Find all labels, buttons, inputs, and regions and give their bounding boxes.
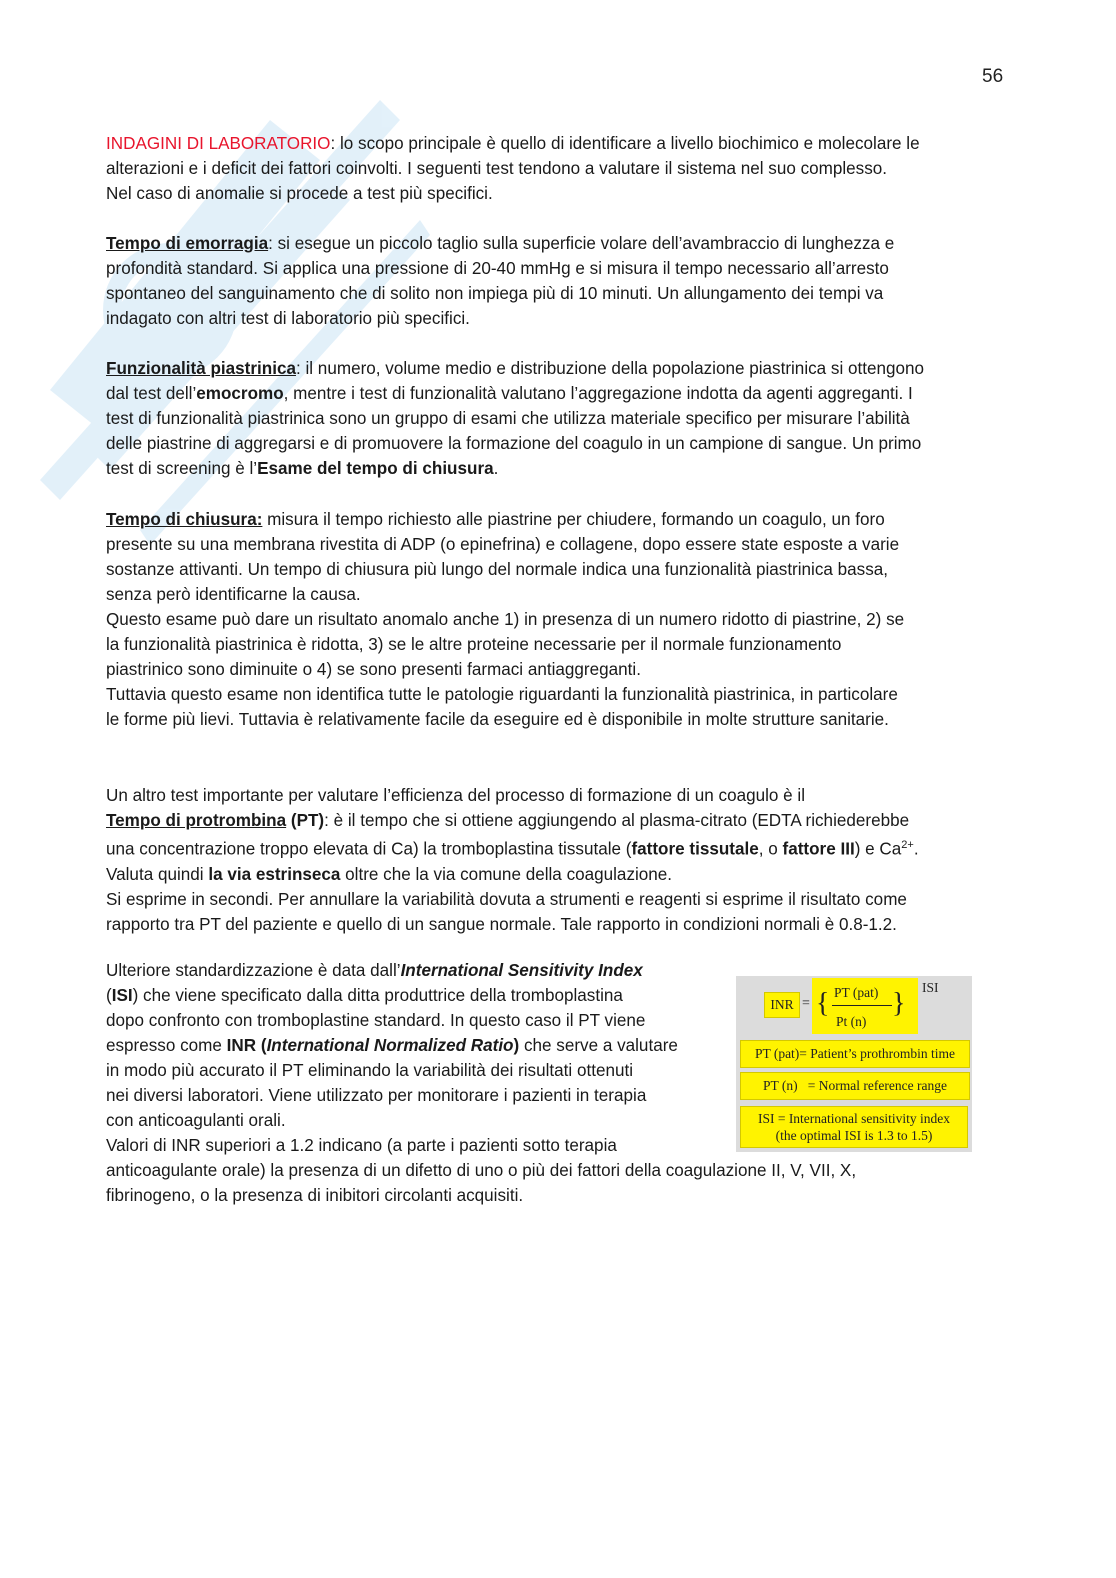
- protrombina-paragraph: [106, 783, 1006, 937]
- text-line: Valori di INR superiori a 1.2 indicano (a parte i pazienti sotto terapia: [106, 1136, 617, 1155]
- text-span: che serve a valutare: [519, 1036, 678, 1055]
- fraction-denominator: Pt (n): [836, 1014, 867, 1029]
- page-number: 56: [982, 66, 1004, 87]
- text-line: indagato con altri test di laboratorio più specifici.: [106, 309, 470, 328]
- bold-term: fattore tissutale: [631, 839, 759, 859]
- funzionalita-paragraph: [106, 356, 1006, 481]
- text-line: Tuttavia questo esame non identifica tutte le patologie riguardanti la funzionalità piastrinica, in particolare: [106, 685, 898, 704]
- fraction-bar: [832, 1005, 892, 1006]
- text-line: : si esegue un piccolo taglio sulla superficie volare dell’avambraccio di lunghezza e: [268, 234, 895, 253]
- right-brace: }: [892, 988, 906, 1019]
- fraction-box: [812, 978, 918, 1034]
- text-line: : il numero, volume medio e distribuzione della popolazione piastrinica si ottengono: [295, 359, 925, 378]
- text-span: : è il tempo che si ottiene aggiungendo al plasma-citrato (EDTA richiederebbe: [324, 811, 910, 830]
- text-line: con anticoagulanti orali.: [106, 1111, 286, 1130]
- text-span: Ulteriore standardizzazione è data dall’: [106, 961, 401, 980]
- emorragia-paragraph: [106, 231, 1006, 331]
- text-line: dopo confronto con tromboplastine standard. In questo caso il PT viene: [106, 1011, 646, 1030]
- text-line: rapporto tra PT del paziente e quello di un sangue normale. Tale rapporto in condizioni normali è 0.8-1.2.: [106, 914, 897, 934]
- text-line: sostanze attivanti. Un tempo di chiusura più lungo del normale indica una funzionalità piastrinica bassa,: [106, 560, 889, 579]
- text-span: .: [493, 459, 499, 478]
- section-heading: INDAGINI DI LABORATORIO: [106, 134, 331, 153]
- superscript: 2+: [901, 839, 914, 851]
- legend-isi-line: ISI = International sensitivity index: [757, 1111, 951, 1126]
- bold-term: ISI: [111, 986, 133, 1005]
- text-span: , mentre i test di funzionalità valutano l’aggregazione indotta da agenti aggreganti. I: [283, 384, 913, 403]
- text-span: .: [913, 839, 919, 859]
- isi-exponent: ISI: [922, 980, 939, 995]
- subheading: Tempo di emorragia: [106, 234, 269, 253]
- text-line: fibrinogeno, o la presenza di inibitori circolanti acquisiti.: [106, 1186, 524, 1205]
- text-line: alterazioni e i deficit dei fattori coinvolti. I seguenti test tendono a valutare il sistema nel suo complesso.: [106, 159, 888, 178]
- legend-normal-pt: PT (n) = Normal reference range: [740, 1072, 970, 1100]
- legend-patient-pt: PT (pat)= Patient’s prothrombin time: [740, 1040, 970, 1068]
- text-line: delle piastrine di aggregarsi e di promuovere la formazione del coagulo in un campione di sangue. Un primo: [106, 434, 922, 453]
- subheading-suffix: (PT): [286, 811, 325, 830]
- text-span: Valuta quindi: [106, 864, 209, 884]
- text-line: la funzionalità piastrinica è ridotta, 3) se le altre proteine necessarie per il normale funzionamento: [106, 635, 842, 654]
- text-line: Un altro test importante per valutare l’efficienza del processo di formazione di un coagulo è il: [106, 786, 806, 805]
- text-line: test di funzionalità piastrinica sono un gruppo di esami che utilizza materiale specifico per misurare l’abilità: [106, 409, 910, 428]
- bold-term: ): [513, 1036, 520, 1055]
- legend-isi-line: (the optimal ISI is 1.3 to 1.5): [775, 1128, 933, 1143]
- bold-term: la via estrinseca: [208, 864, 341, 884]
- inr-label-box: INR: [764, 992, 800, 1018]
- text-line: anticoagulante orale) la presenza di un difetto di uno o più dei fattori della coagulazione II, V, VII, X,: [106, 1161, 857, 1180]
- text-line: nei diversi laboratori. Viene utilizzato per monitorare i pazienti in terapia: [106, 1086, 647, 1105]
- bold-italic-term: International Sensitivity Index: [400, 961, 643, 980]
- text-span: ) e Ca: [854, 839, 902, 859]
- text-span: , o: [758, 839, 783, 859]
- text-line: piastrinico sono diminuite o 4) se sono presenti farmaci antiaggreganti.: [106, 660, 641, 679]
- text-line: profondità standard. Si applica una pressione di 20-40 mmHg e si misura il tempo necessario all’arresto: [106, 259, 889, 278]
- text-line: le forme più lievi. Tuttavia è relativamente facile da eseguire ed è disponibile in molte strutture sanitarie.: [106, 710, 889, 729]
- text-line: presente su una membrana rivestita di ADP (o epinefrina) e collagene, dopo essere state esposte a varie: [106, 535, 900, 554]
- text-span: ) che viene specificato dalla ditta produttrice della tromboplastina: [132, 986, 623, 1005]
- bold-term: INR (: [226, 1036, 267, 1055]
- subheading: Tempo di protrombina: [106, 811, 287, 830]
- inr-formula-figure: [736, 976, 972, 1152]
- bold-term: Esame del tempo di chiusura: [257, 459, 494, 478]
- legend-isi: [740, 1106, 968, 1148]
- text-span: espresso come: [106, 1036, 227, 1055]
- bold-term: fattore III: [782, 839, 855, 859]
- subheading: Tempo di chiusura:: [106, 510, 263, 529]
- text-line: senza però identificarne la causa.: [106, 585, 361, 604]
- text-span: (: [106, 986, 112, 1005]
- text-span: test di screening è l’: [106, 459, 258, 478]
- bold-term: emocromo: [196, 384, 284, 403]
- text-line: spontaneo del sanguinamento che di solito non impiega più di 10 minuti. Un allungamento dei tempi va: [106, 284, 884, 303]
- text-line: Questo esame può dare un risultato anomalo anche 1) in presenza di un numero ridotto di piastrine, 2) se: [106, 610, 905, 629]
- text-span: dal test dell’: [106, 384, 197, 403]
- intro-paragraph: [106, 131, 1006, 206]
- text-line: misura il tempo richiesto alle piastrine per chiudere, formando un coagulo, un foro: [262, 510, 885, 529]
- text-line: : lo scopo principale è quello di identificare a livello biochimico e molecolare le: [330, 134, 920, 153]
- bold-italic-term: International Normalized Ratio: [266, 1036, 514, 1055]
- fraction-numerator: PT (pat): [834, 985, 879, 1000]
- text-line: Si esprime in secondi. Per annullare la variabilità dovuta a strumenti e reagenti si esprime il risultato come: [106, 889, 907, 909]
- left-brace: {: [816, 988, 830, 1019]
- chiusura-paragraph: [106, 507, 1006, 732]
- text-line: in modo più accurato il PT eliminando la variabilità dei risultati ottenuti: [106, 1061, 634, 1080]
- equals-sign: =: [802, 996, 810, 1011]
- text-line: Nel caso di anomalie si procede a test più specifici.: [106, 184, 493, 203]
- text-span: oltre che la via comune della coagulazione.: [340, 864, 673, 884]
- subheading: Funzionalità piastrinica: [106, 359, 296, 378]
- text-span: una concentrazione troppo elevata di Ca) la tromboplastina tissutale (: [106, 839, 632, 859]
